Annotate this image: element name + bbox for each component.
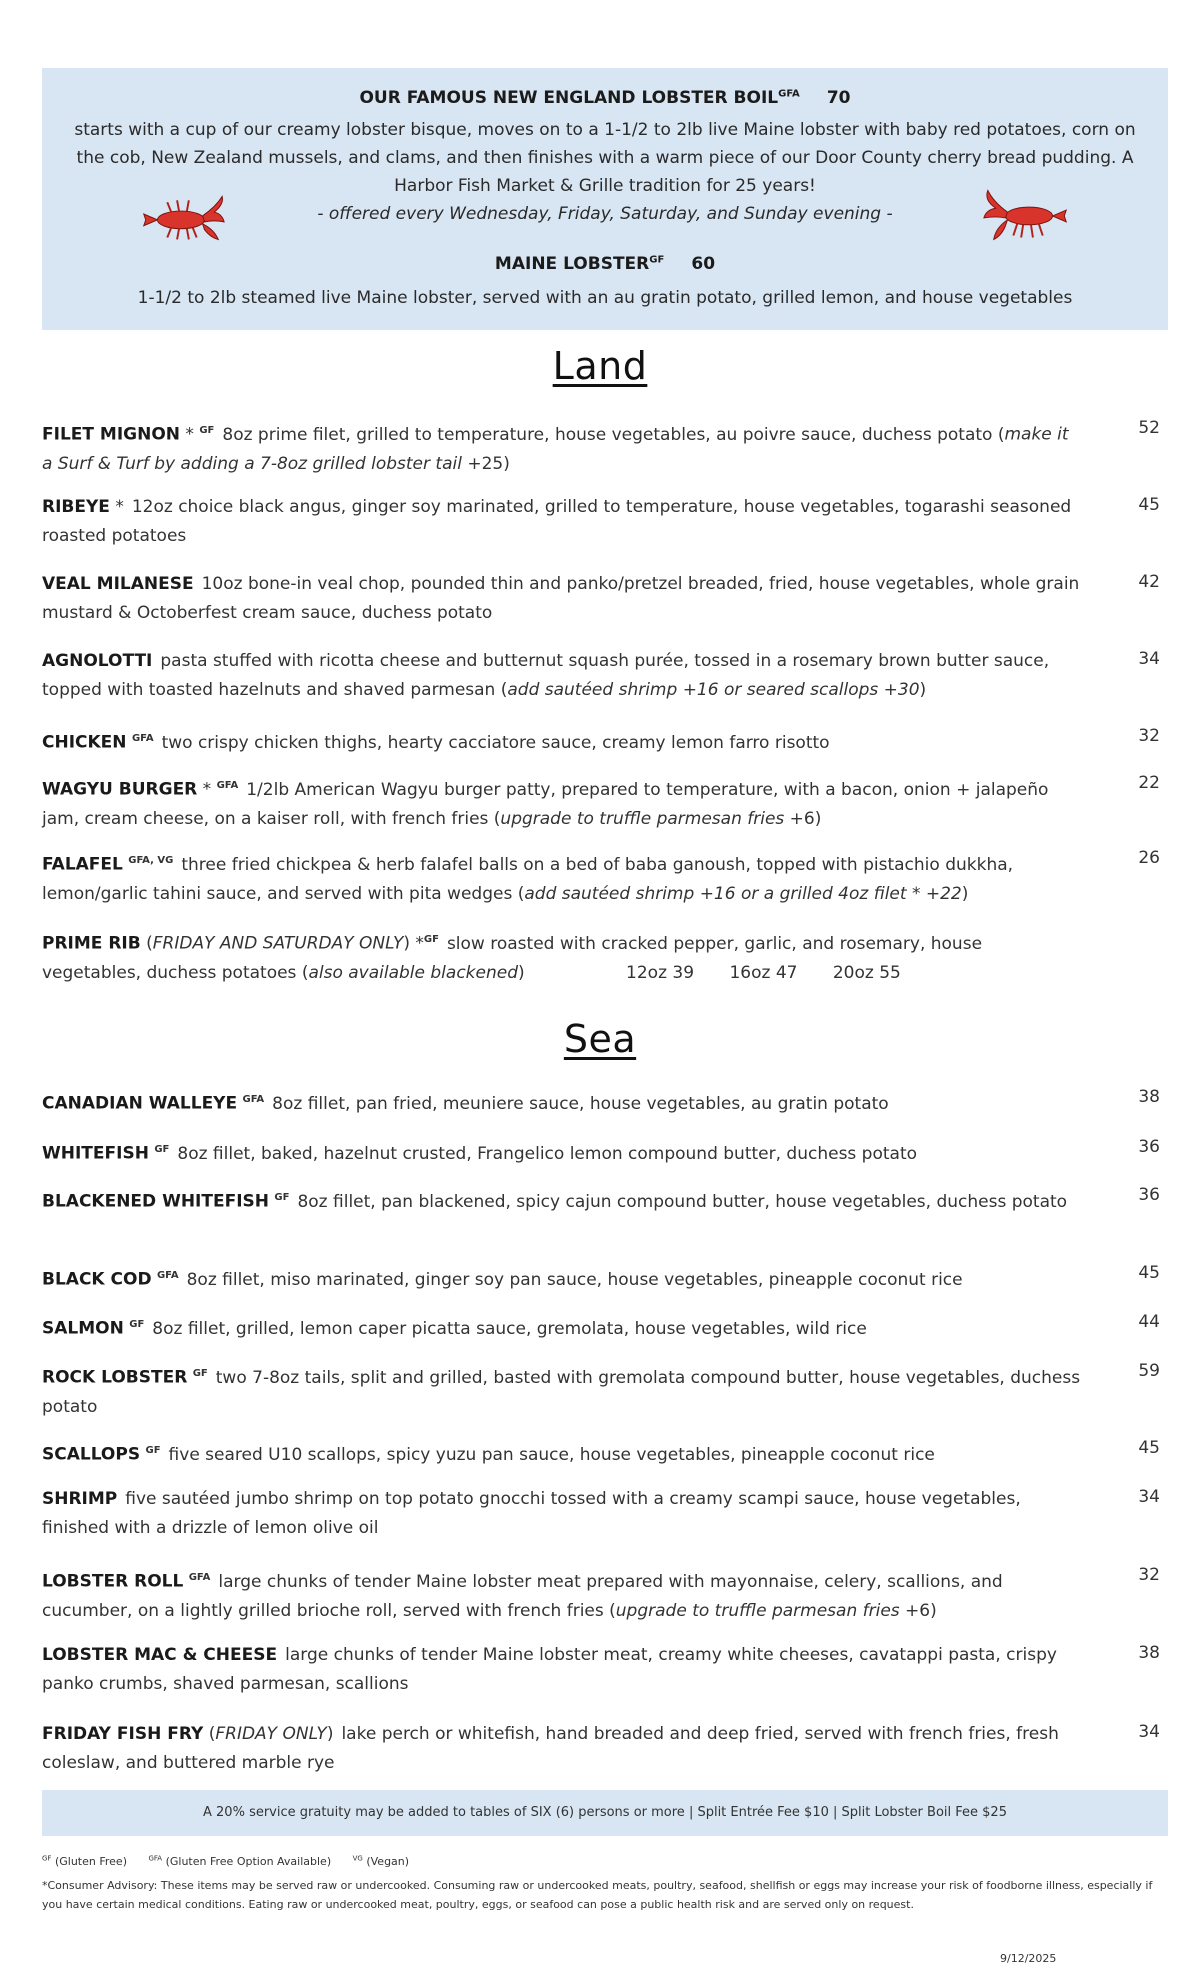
- lobster-icon: [980, 184, 1078, 244]
- item-price: 26: [1138, 848, 1160, 868]
- menu-item: WAGYU BURGER * $^{GFA}$ 1/2lb American Wagyu burger patty, prepared to temperature, with a bacon, onion + jalapeño jam, cream cheese, on a kaiser roll, with french fries (upgrade to truffle parmesan fries +6): [42, 779, 1049, 829]
- item-name: PRIME RIB: [42, 933, 141, 954]
- dietary-tag: GFA: [188, 1572, 211, 1583]
- item-description: 12oz choice black angus, ginger soy marinated, grilled to temperature, house vegetables, togarashi seasoned roasted potatoes: [42, 497, 1072, 546]
- item-note: add sautéed shrimp +16 or a grilled 4oz filet * +22: [524, 883, 962, 904]
- item-name: VEAL MILANESE: [42, 574, 194, 594]
- size-price: 20oz 55: [832, 962, 901, 983]
- item-note: upgrade to truffle parmesan fries: [500, 808, 785, 829]
- section-heading-land: Land: [552, 344, 648, 388]
- dietary-tag: GFA, VG: [128, 855, 174, 866]
- menu-item: FILET MIGNON * $^{GF}$ 8oz prime filet, grilled to temperature, house vegetables, au poivre sauce, duchess potato (make it a Surf & Turf by adding a 7-8oz grilled lobster tail +25): [42, 424, 1069, 474]
- item-description: 8oz fillet, miso marinated, ginger soy pan sauce, house vegetables, pineapple coconut rice: [186, 1269, 963, 1290]
- item-description: five seared U10 scallops, spicy yuzu pan sauce, house vegetables, pineapple coconut rice: [168, 1444, 935, 1465]
- dietary-legend: [42, 1854, 427, 1868]
- section-heading-sea: Sea: [563, 1017, 637, 1061]
- dietary-tag: GF: [192, 1368, 208, 1379]
- item-price: 38: [1138, 1087, 1160, 1107]
- item-name: CANADIAN WALLEYE: [42, 1093, 238, 1114]
- item-description: five sautéed jumbo shrimp on top potato gnocchi tossed with a creamy scampi sauce, house vegetables, finished with a drizzle of lemon olive oil: [42, 1489, 1021, 1538]
- menu-item: LOBSTER ROLL $^{GFA}$ large chunks of tender Maine lobster meat prepared with mayonnaise, celery, scallions, and cucumber, on a lightly grilled brioche roll, served with french fries (upgrade to truffle parmesan fries +6): [42, 1571, 1003, 1621]
- item-name: SALMON: [42, 1318, 124, 1339]
- lobster-icon: [132, 184, 230, 244]
- item-description: large chunks of tender Maine lobster meat, creamy white cheeses, cavatappi pasta, crispy panko crumbs, shaved parmesan, scallions: [42, 1645, 1057, 1694]
- item-name: RIBEYE: [42, 497, 110, 517]
- lobster-boil-price: 70: [826, 88, 851, 108]
- gratuity-note: A 20% service gratuity may be added to tables of SIX (6) persons or more | Split Entrée Fee $10 | Split Lobster Boil Fee $25: [42, 1790, 1168, 1836]
- item-description: 8oz fillet, pan fried, meuniere sauce, house vegetables, au gratin potato: [272, 1093, 889, 1114]
- lobster-boil-availability: - offered every Wednesday, Friday, Saturday, and Sunday evening -: [317, 204, 893, 224]
- item-description: slow roasted with cracked pepper, garlic, and rosemary, house vegetables, duchess potatoes (: [42, 933, 983, 983]
- menu-item: FALAFEL $^{GFA, VG}$ three fried chickpea & herb falafel balls on a bed of baba ganoush, topped with pistachio dukkha, lemon/garlic tahini sauce, and served with pita wedges (add sautéed shrimp +16 or a grilled 4oz filet * +22): [42, 854, 1014, 904]
- item-price: 45: [1138, 1438, 1160, 1458]
- item-name: FILET MIGNON: [42, 424, 181, 445]
- item-name: SHRIMP: [42, 1489, 118, 1509]
- dietary-tag: GF: [649, 254, 665, 266]
- legend-gfa: $^{GFA}$ (Gluten Free Option Available): [148, 1854, 332, 1868]
- item-price: 36: [1138, 1185, 1160, 1205]
- item-description: three fried chickpea & herb falafel balls on a bed of baba ganoush, topped with pistachio dukkha, lemon/garlic tahini sauce, and served with pita wedges (: [42, 854, 1014, 904]
- item-price: 34: [1138, 1487, 1160, 1507]
- item-price: 34: [1138, 649, 1160, 669]
- menu-item: [42, 1261, 1082, 1295]
- menu-item: [42, 1436, 1082, 1470]
- dietary-tag: GFA: [131, 733, 154, 744]
- item-availability: FRIDAY AND SATURDAY ONLY: [152, 933, 404, 954]
- size-price: 12oz 39: [626, 962, 695, 983]
- menu-item-prime-rib: PRIME RIB (FRIDAY AND SATURDAY ONLY) *$^{GF}$ slow roasted with cracked pepper, garlic, and rosemary, house vegetables, duchess potatoes (also available blackened) 12oz 39 16oz 47 20oz 55: [42, 933, 983, 983]
- item-name: FALAFEL: [42, 854, 123, 875]
- item-name: LOBSTER ROLL: [42, 1571, 184, 1592]
- item-name: AGNOLOTTI: [42, 651, 153, 671]
- consumer-advisory: *Consumer Advisory: These items may be served raw or undercooked. Consuming raw or undercooked meats, poultry, seafood, shellfish or eggs may increase your risk of foodborne illness, especially if you have certain medical conditions. Eating raw or undercooked meat, poultry, eggs, or seafood can pose a public health risk and are served only on request.: [42, 1879, 1153, 1911]
- menu-item: [42, 724, 1082, 758]
- maine-lobster-description: 1-1/2 to 2lb steamed live Maine lobster, served with an au gratin potato, grilled lemon, and house vegetables: [137, 288, 1073, 308]
- item-name: WHITEFISH: [42, 1143, 149, 1164]
- item-price: 45: [1138, 495, 1160, 515]
- lobster-boil-heading: [42, 88, 1168, 108]
- item-description: 8oz prime filet, grilled to temperature, house vegetables, au poivre sauce, duchess potato (: [222, 424, 1005, 445]
- item-availability: FRIDAY ONLY: [215, 1724, 327, 1744]
- menu-item: [42, 1359, 1082, 1422]
- item-description: lake perch or whitefish, hand breaded and deep fried, served with french fries, fresh coleslaw, and buttered marble rye: [42, 1724, 1059, 1773]
- item-name: WAGYU BURGER: [42, 779, 198, 800]
- item-description: two crispy chicken thighs, hearty cacciatore sauce, creamy lemon farro risotto: [161, 732, 830, 753]
- menu-item: [42, 1310, 1082, 1344]
- menu-item: [42, 1183, 1082, 1217]
- menu-item: AGNOLOTTI pasta stuffed with ricotta cheese and butternut squash purée, tossed in a rosemary brown butter sauce, topped with toasted hazelnuts and shaved parmesan (add sautéed shrimp +16 or seared scallops +30): [42, 651, 1050, 700]
- item-description: large chunks of tender Maine lobster meat prepared with mayonnaise, celery, scallions, and cucumber, on a lightly grilled brioche roll, served with french fries (: [42, 1571, 1003, 1621]
- item-name: BLACKENED WHITEFISH: [42, 1191, 270, 1212]
- item-note: make it a Surf & Turf by adding a 7-8oz grilled lobster tail: [42, 424, 1069, 474]
- item-description: 8oz fillet, grilled, lemon caper picatta sauce, gremolata, house vegetables, wild rice: [152, 1318, 867, 1339]
- item-name: LOBSTER MAC & CHEESE: [42, 1645, 278, 1665]
- item-description: 10oz bone-in veal chop, pounded thin and panko/pretzel breaded, fried, house vegetables, whole grain mustard & Octoberfest cream sauce, duchess potato: [42, 574, 1080, 623]
- maine-lobster-title: MAINE LOBSTER: [494, 254, 650, 274]
- dietary-tag: GF: [145, 1445, 161, 1456]
- menu-item: [42, 1085, 1082, 1119]
- menu-item: [42, 1485, 1082, 1543]
- item-price: 38: [1138, 1643, 1160, 1663]
- item-description: 8oz fillet, baked, hazelnut crusted, Frangelico lemon compound butter, duchess potato: [177, 1143, 918, 1164]
- maine-lobster-heading: [42, 254, 1168, 274]
- dietary-tag: GFA: [778, 88, 800, 100]
- lobster-boil-description: starts with a cup of our creamy lobster bisque, moves on to a 1-1/2 to 2lb live Maine lobster with baby red potatoes, corn on the cob, New Zealand mussels, and clams, and then finishes with a warm piece of our Door County cherry bread pudding. A Harbor Fish Market & Grille tradition for 25 years!: [74, 120, 1136, 196]
- item-note: also available blackened: [308, 962, 518, 983]
- menu-item: [42, 1135, 1082, 1169]
- item-description: two 7-8oz tails, split and grilled, basted with gremolata compound butter, house vegetables, duchess potato: [42, 1367, 1081, 1417]
- item-description: pasta stuffed with ricotta cheese and butternut squash purée, tossed in a rosemary brown butter sauce, topped with toasted hazelnuts and shaved parmesan (: [42, 651, 1050, 700]
- item-name: BLACK COD: [42, 1269, 152, 1290]
- dietary-tag: GFA: [216, 780, 239, 791]
- item-price: 52: [1138, 418, 1160, 438]
- item-price: 32: [1138, 726, 1160, 746]
- item-price: 34: [1138, 1722, 1160, 1742]
- item-description: 8oz fillet, pan blackened, spicy cajun compound butter, house vegetables, duchess potato: [297, 1191, 1068, 1212]
- item-note: add sautéed shrimp +16 or seared scallops +30: [507, 680, 920, 700]
- item-price: 42: [1138, 572, 1160, 592]
- item-name: FRIDAY FISH FRY: [42, 1724, 204, 1744]
- dietary-tag: GFA: [242, 1094, 265, 1105]
- dietary-tag: GF: [199, 425, 215, 436]
- item-price: 59: [1138, 1361, 1160, 1381]
- menu-date: 9/12/2025: [1000, 1952, 1057, 1965]
- dietary-tag: GF: [423, 934, 439, 945]
- menu-item: RIBEYE * 12oz choice black angus, ginger soy marinated, grilled to temperature, house vegetables, togarashi seasoned roasted potatoes: [42, 497, 1072, 546]
- menu-item-fish-fry: FRIDAY FISH FRY (FRIDAY ONLY) lake perch or whitefish, hand breaded and deep fried, served with french fries, fresh coleslaw, and buttered marble rye: [42, 1724, 1059, 1773]
- legend-vg: $^{VG}$ (Vegan): [352, 1854, 410, 1868]
- item-name: CHICKEN: [42, 732, 127, 753]
- item-name: SCALLOPS: [42, 1444, 141, 1465]
- feature-box: [42, 68, 1168, 330]
- item-price: 45: [1138, 1263, 1160, 1283]
- item-price: 32: [1138, 1565, 1160, 1585]
- item-price: 36: [1138, 1137, 1160, 1157]
- item-description: 1/2lb American Wagyu burger patty, prepared to temperature, with a bacon, onion + jalapeño jam, cream cheese, on a kaiser roll, with french fries (: [42, 779, 1049, 829]
- legend-gf: $^{GF}$ (Gluten Free): [42, 1854, 127, 1868]
- dietary-tag: GF: [154, 1144, 170, 1155]
- menu-item: [42, 570, 1082, 628]
- maine-lobster-price: 60: [691, 254, 716, 274]
- item-price: 22: [1138, 773, 1160, 793]
- size-price: 16oz 47: [729, 962, 798, 983]
- item-note: upgrade to truffle parmesan fries: [615, 1600, 900, 1621]
- lobster-boil-title: OUR FAMOUS NEW ENGLAND LOBSTER BOIL: [359, 88, 779, 108]
- dietary-tag: GF: [129, 1319, 145, 1330]
- dietary-tag: GFA: [156, 1270, 179, 1281]
- menu-item: [42, 1641, 1082, 1699]
- item-price: 44: [1138, 1312, 1160, 1332]
- dietary-tag: GF: [274, 1192, 290, 1203]
- item-name: ROCK LOBSTER: [42, 1367, 188, 1388]
